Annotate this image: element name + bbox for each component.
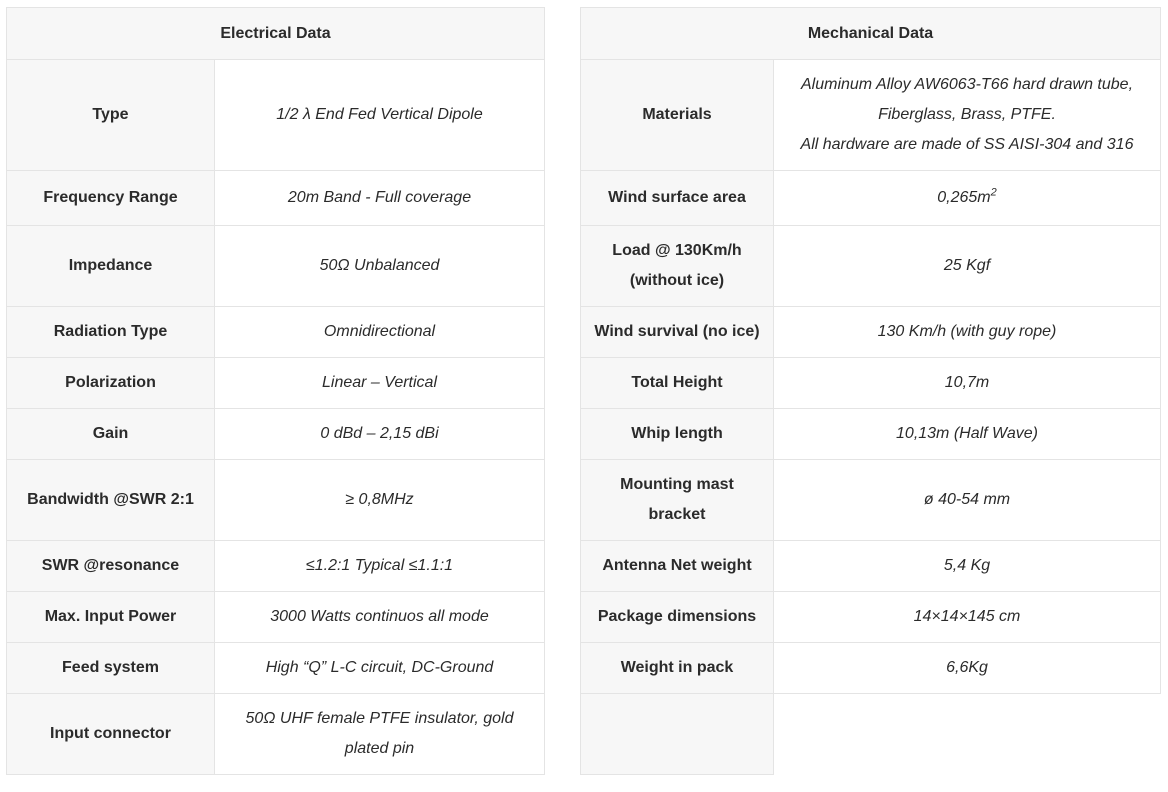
row-value: High “Q” L-C circuit, DC-Ground [215, 643, 545, 694]
row-value: 6,6Kg [774, 643, 1161, 694]
row-value: 10,13m (Half Wave) [774, 409, 1161, 460]
row-value: ≤1.2:1 Typical ≤1.1:1 [215, 541, 545, 592]
row-label: Whip length [581, 409, 774, 460]
row-value: 10,7m [774, 358, 1161, 409]
empty-cell [581, 694, 774, 775]
row-label: Radiation Type [7, 307, 215, 358]
table-row [7, 460, 545, 541]
row-value: 25 Kgf [774, 226, 1161, 307]
row-value: 3000 Watts continuos all mode [215, 592, 545, 643]
wind-area-value: 0,265m [937, 189, 991, 206]
table-row [581, 541, 1161, 592]
table-row [7, 643, 545, 694]
materials-line-1: Aluminum Alloy AW6063-T66 hard drawn tube, Fiberglass, Brass, PTFE. [801, 76, 1134, 123]
row-value: 20m Band - Full coverage [215, 171, 545, 226]
row-value: ø 40-54 mm [774, 460, 1161, 541]
row-label: Bandwidth @SWR 2:1 [7, 460, 215, 541]
row-value [774, 60, 1161, 171]
row-label: Materials [581, 60, 774, 171]
table-row [581, 60, 1161, 171]
electrical-data-table [6, 7, 545, 775]
row-value: 50Ω UHF female PTFE insulator, gold plated pin [215, 694, 545, 775]
table-row-empty [581, 694, 1161, 775]
row-label: Wind surface area [581, 171, 774, 226]
row-value: 0 dBd – 2,15 dBi [215, 409, 545, 460]
row-label: Mounting mast bracket [581, 460, 774, 541]
electrical-data-title: Electrical Data [7, 8, 545, 60]
row-label: Package dimensions [581, 592, 774, 643]
table-header-row [581, 8, 1161, 60]
row-value: Omnidirectional [215, 307, 545, 358]
table-row [7, 226, 545, 307]
empty-cell [774, 694, 1161, 775]
row-label: Frequency Range [7, 171, 215, 226]
table-row [7, 358, 545, 409]
row-label: Load @ 130Km/h (without ice) [581, 226, 774, 307]
row-label: Antenna Net weight [581, 541, 774, 592]
table-row [7, 592, 545, 643]
row-label: Max. Input Power [7, 592, 215, 643]
row-label: Feed system [7, 643, 215, 694]
row-label: Input connector [7, 694, 215, 775]
row-value: 50Ω Unbalanced [215, 226, 545, 307]
table-row [581, 409, 1161, 460]
table-row [581, 643, 1161, 694]
row-label: Impedance [7, 226, 215, 307]
row-value: Linear – Vertical [215, 358, 545, 409]
table-row [581, 358, 1161, 409]
table-row [7, 60, 545, 171]
table-row [581, 226, 1161, 307]
table-row [7, 694, 545, 775]
row-label: Wind survival (no ice) [581, 307, 774, 358]
row-value: 1/2 λ End Fed Vertical Dipole [215, 60, 545, 171]
row-value [774, 171, 1161, 226]
table-row [7, 171, 545, 226]
row-label: SWR @resonance [7, 541, 215, 592]
table-row [7, 541, 545, 592]
row-label: Polarization [7, 358, 215, 409]
row-label: Type [7, 60, 215, 171]
row-label: Weight in pack [581, 643, 774, 694]
table-header-row [7, 8, 545, 60]
table-row [581, 592, 1161, 643]
row-value: 14×14×145 cm [774, 592, 1161, 643]
table-row [7, 409, 545, 460]
row-value: ≥ 0,8MHz [215, 460, 545, 541]
materials-line-2: All hardware are made of SS AISI-304 and 316 [800, 136, 1134, 153]
table-row [581, 171, 1161, 226]
row-label: Gain [7, 409, 215, 460]
row-label: Total Height [581, 358, 774, 409]
table-row [7, 307, 545, 358]
table-row [581, 307, 1161, 358]
mechanical-data-table [580, 7, 1161, 775]
mechanical-data-title: Mechanical Data [581, 8, 1161, 60]
row-value: 130 Km/h (with guy rope) [774, 307, 1161, 358]
row-value: 5,4 Kg [774, 541, 1161, 592]
table-row [581, 460, 1161, 541]
superscript-exponent: 2 [990, 186, 997, 199]
